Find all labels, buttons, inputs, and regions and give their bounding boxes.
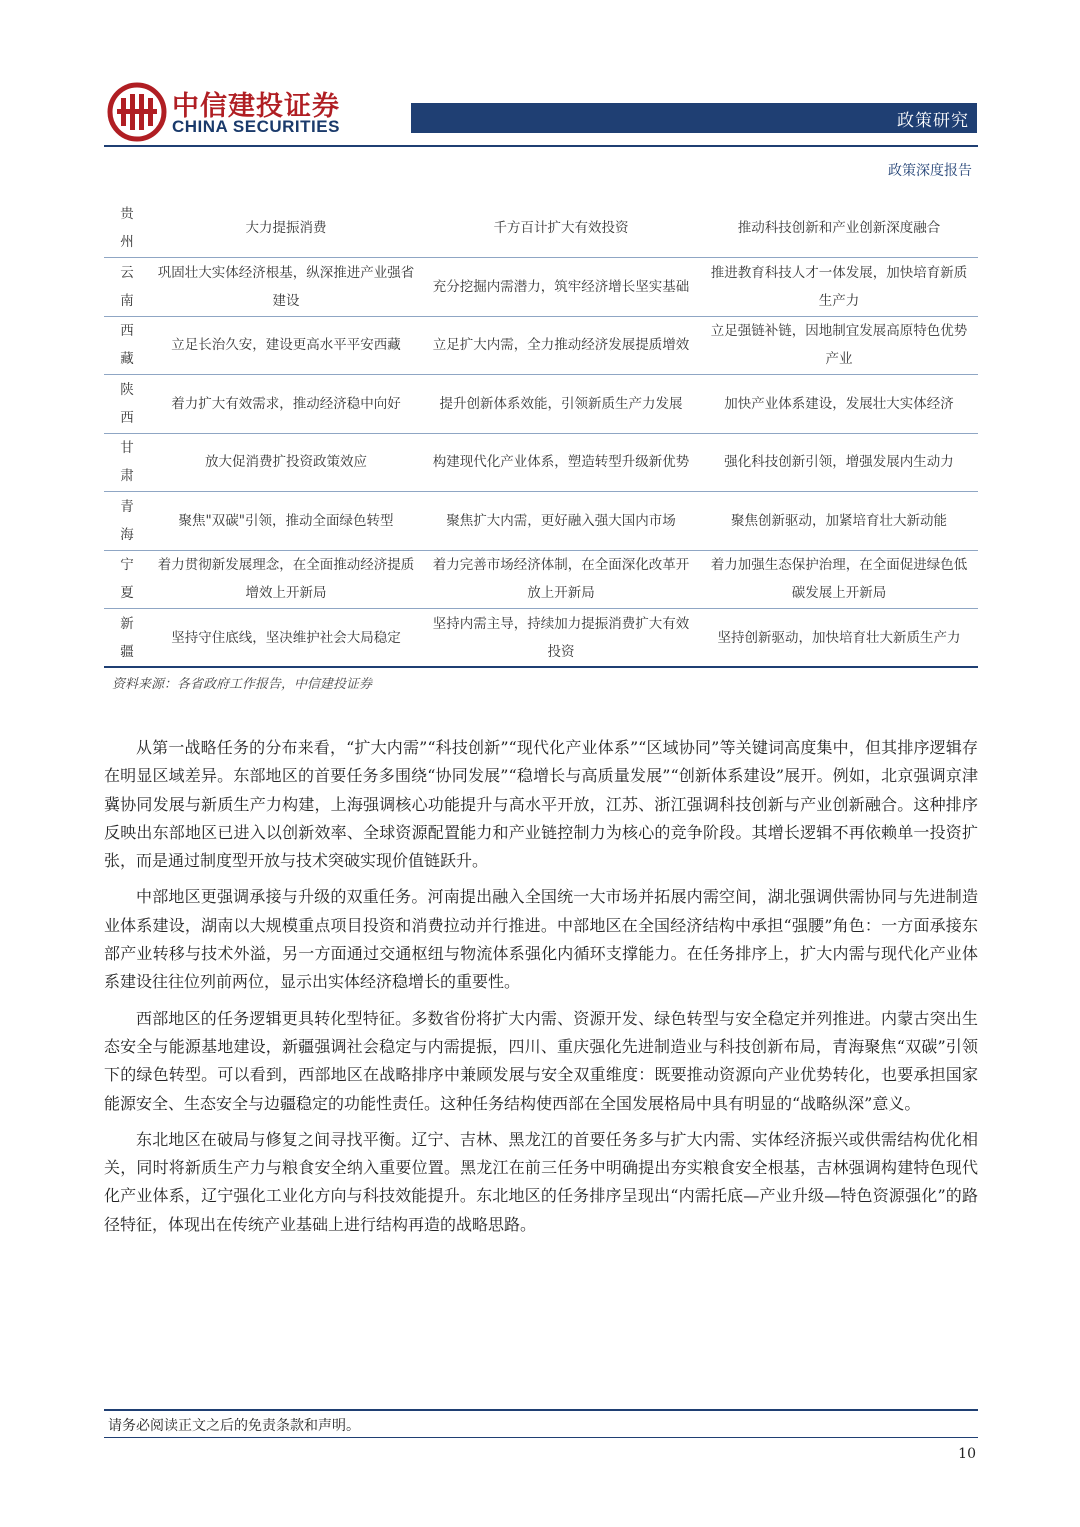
table-row xyxy=(104,316,978,375)
brand-name-en: CHINA SECURITIES xyxy=(172,117,340,136)
page-header xyxy=(0,0,1080,200)
task-cell-c2: 立足扩大内需，全力推动经济发展提质增效 xyxy=(422,316,700,375)
table-row xyxy=(104,375,978,434)
task-cell-c2: 千方百计扩大有效投资 xyxy=(422,199,700,258)
table-row xyxy=(104,433,978,492)
province-char: 夏 xyxy=(120,585,134,602)
footer-divider-bottom xyxy=(104,1437,978,1438)
paragraph: 东北地区在破局与修复之间寻找平衡。辽宁、吉林、黑龙江的首要任务多与扩大内需、实体经济振兴或供需结构优化相关，同时将新质生产力与粮食安全纳入重要位置。黑龙江在前三任务中明确提出夯实粮食安全根基，吉林强调构建特色现代化产业体系，辽宁强化工业化方向与科技效能提升。东北地区的任务排序呈现出“内需托底—产业升级—特色资源强化”的路径特征，体现出在传统产业基础上进行结构再造的战略思路。 xyxy=(104,1129,978,1234)
body-text xyxy=(104,734,978,1247)
task-cell-c2: 充分挖掘内需潜力，筑牢经济增长坚实基础 xyxy=(422,258,700,317)
task-cell-c2: 坚持内需主导，持续加力提振消费扩大有效投资 xyxy=(422,609,700,668)
table-row xyxy=(104,492,978,551)
province-char: 疆 xyxy=(120,643,134,660)
task-cell-c1: 大力提振消费 xyxy=(150,199,422,258)
province-char: 宁 xyxy=(120,557,134,574)
task-cell-c2: 着力完善市场经济体制，在全面深化改革开放上开新局 xyxy=(422,550,700,609)
province-char: 新 xyxy=(120,615,134,632)
province-char: 西 xyxy=(120,409,134,426)
task-cell-c1: 着力扩大有效需求，推动经济稳中向好 xyxy=(150,375,422,434)
task-cell-c1: 巩固壮大实体经济根基，纵深推进产业强省建设 xyxy=(150,258,422,317)
province-char: 贵 xyxy=(120,206,134,222)
task-cell-c1: 着力贯彻新发展理念，在全面推动经济提质增效上开新局 xyxy=(150,550,422,609)
task-cell-c2: 提升创新体系效能，引领新质生产力发展 xyxy=(422,375,700,434)
province-cell xyxy=(104,609,150,668)
province-char: 州 xyxy=(120,234,134,250)
table-row xyxy=(104,258,978,317)
province-cell xyxy=(104,433,150,492)
task-cell-c1: 立足长治久安，建设更高水平平安西藏 xyxy=(150,316,422,375)
table-row xyxy=(104,199,978,258)
province-char: 甘 xyxy=(120,440,134,457)
province-char: 海 xyxy=(120,526,134,543)
province-cell xyxy=(104,258,150,317)
task-cell-c1: 坚持守住底线，坚决维护社会大局稳定 xyxy=(150,609,422,668)
report-type: 政策深度报告 xyxy=(888,163,972,179)
task-cell-c3: 立足强链补链，因地制宜发展高原特色优势产业 xyxy=(700,316,978,375)
section-label: 政策研究 xyxy=(897,111,969,131)
paragraph: 中部地区更强调承接与升级的双重任务。河南提出融入全国统一大市场并拓展内需空间，湖北强调供需协同与先进制造业体系建设，湖南以大规模重点项目投资和消费拉动并行推进。中部地区在全国经济结构中承担“强腰”角色：一方面承接东部产业转移与技术外溢，另一方面通过交通枢纽与物流体系强化内循环支撑能力。在任务排序上，扩大内需与现代化产业体系建设往往位列前两位，显示出实体经济稳增长的重要性。 xyxy=(104,887,978,992)
province-cell xyxy=(104,492,150,551)
task-cell-c3: 坚持创新驱动，加快培育壮大新质生产力 xyxy=(700,609,978,668)
task-cell-c1: 放大促消费扩投资政策效应 xyxy=(150,433,422,492)
table-row xyxy=(104,550,978,609)
task-cell-c3: 强化科技创新引领，增强发展内生动力 xyxy=(700,433,978,492)
paragraph: 从第一战略任务的分布来看，“扩大内需”“科技创新”“现代化产业体系”“区域协同”等关键词高度集中，但其排序逻辑存在明显区域差异。东部地区的首要任务多围绕“协同发展”“稳增长与高质量发展”“创新体系建设”展开。例如，北京强调京津冀协同发展与新质生产力构建，上海强调核心功能提升与高水平开放，江苏、浙江强调科技创新与产业创新融合。这种排序反映出东部地区已进入以创新效率、全球资源配置能力和产业链控制力为核心的竞争阶段。其增长逻辑不再依赖单一投资扩张，而是通过制度型开放与技术突破实现价值链跃升。 xyxy=(104,738,978,871)
task-cell-c3: 加快产业体系建设，发展壮大实体经济 xyxy=(700,375,978,434)
header-divider xyxy=(104,145,978,147)
task-cell-c3: 聚焦创新驱动，加紧培育壮大新动能 xyxy=(700,492,978,551)
disclaimer: 请务必阅读正文之后的免责条款和声明。 xyxy=(108,1418,360,1434)
province-char: 青 xyxy=(120,498,134,515)
task-cell-c3: 推动科技创新和产业创新深度融合 xyxy=(700,199,978,258)
province-char: 云 xyxy=(120,264,134,281)
task-cell-c2: 聚焦扩大内需，更好融入强大国内市场 xyxy=(422,492,700,551)
province-cell xyxy=(104,375,150,434)
province-char: 藏 xyxy=(120,351,134,368)
province-char: 陕 xyxy=(120,381,134,398)
province-cell xyxy=(104,199,150,258)
province-char: 西 xyxy=(120,323,134,340)
province-cell xyxy=(104,550,150,609)
section-banner xyxy=(411,103,977,133)
province-char: 南 xyxy=(120,292,134,309)
task-cell-c3: 着力加强生态保护治理，在全面促进绿色低碳发展上开新局 xyxy=(700,550,978,609)
provincial-tasks-table xyxy=(104,199,978,668)
table-row xyxy=(104,609,978,668)
task-cell-c3: 推进教育科技人才一体发展，加快培育新质生产力 xyxy=(700,258,978,317)
china-securities-logo-icon xyxy=(107,82,167,142)
paragraph: 西部地区的任务逻辑更具转化型特征。多数省份将扩大内需、资源开发、绿色转型与安全稳定并列推进。内蒙古突出生态安全与能源基地建设，新疆强调社会稳定与内需提振，四川、重庆强化先进制造业与科技创新布局，青海聚焦“双碳”引领下的绿色转型。可以看到，西部地区在战略排序中兼顾发展与安全双重维度：既要推动资源向产业优势转化，也要承担国家能源安全、生态安全与边疆稳定的功能性责任。这种任务结构使西部在全国发展格局中具有明显的“战略纵深”意义。 xyxy=(104,1008,978,1113)
table-source: 资料来源：各省政府工作报告，中信建投证券 xyxy=(112,677,373,692)
brand-name-cn: 中信建投证券 xyxy=(172,91,340,122)
page-number: 10 xyxy=(958,1446,976,1462)
province-char: 肃 xyxy=(120,468,134,485)
task-cell-c2: 构建现代化产业体系，塑造转型升级新优势 xyxy=(422,433,700,492)
province-cell xyxy=(104,316,150,375)
footer-divider xyxy=(104,1409,978,1411)
task-cell-c1: 聚焦"双碳"引领，推动全面绿色转型 xyxy=(150,492,422,551)
